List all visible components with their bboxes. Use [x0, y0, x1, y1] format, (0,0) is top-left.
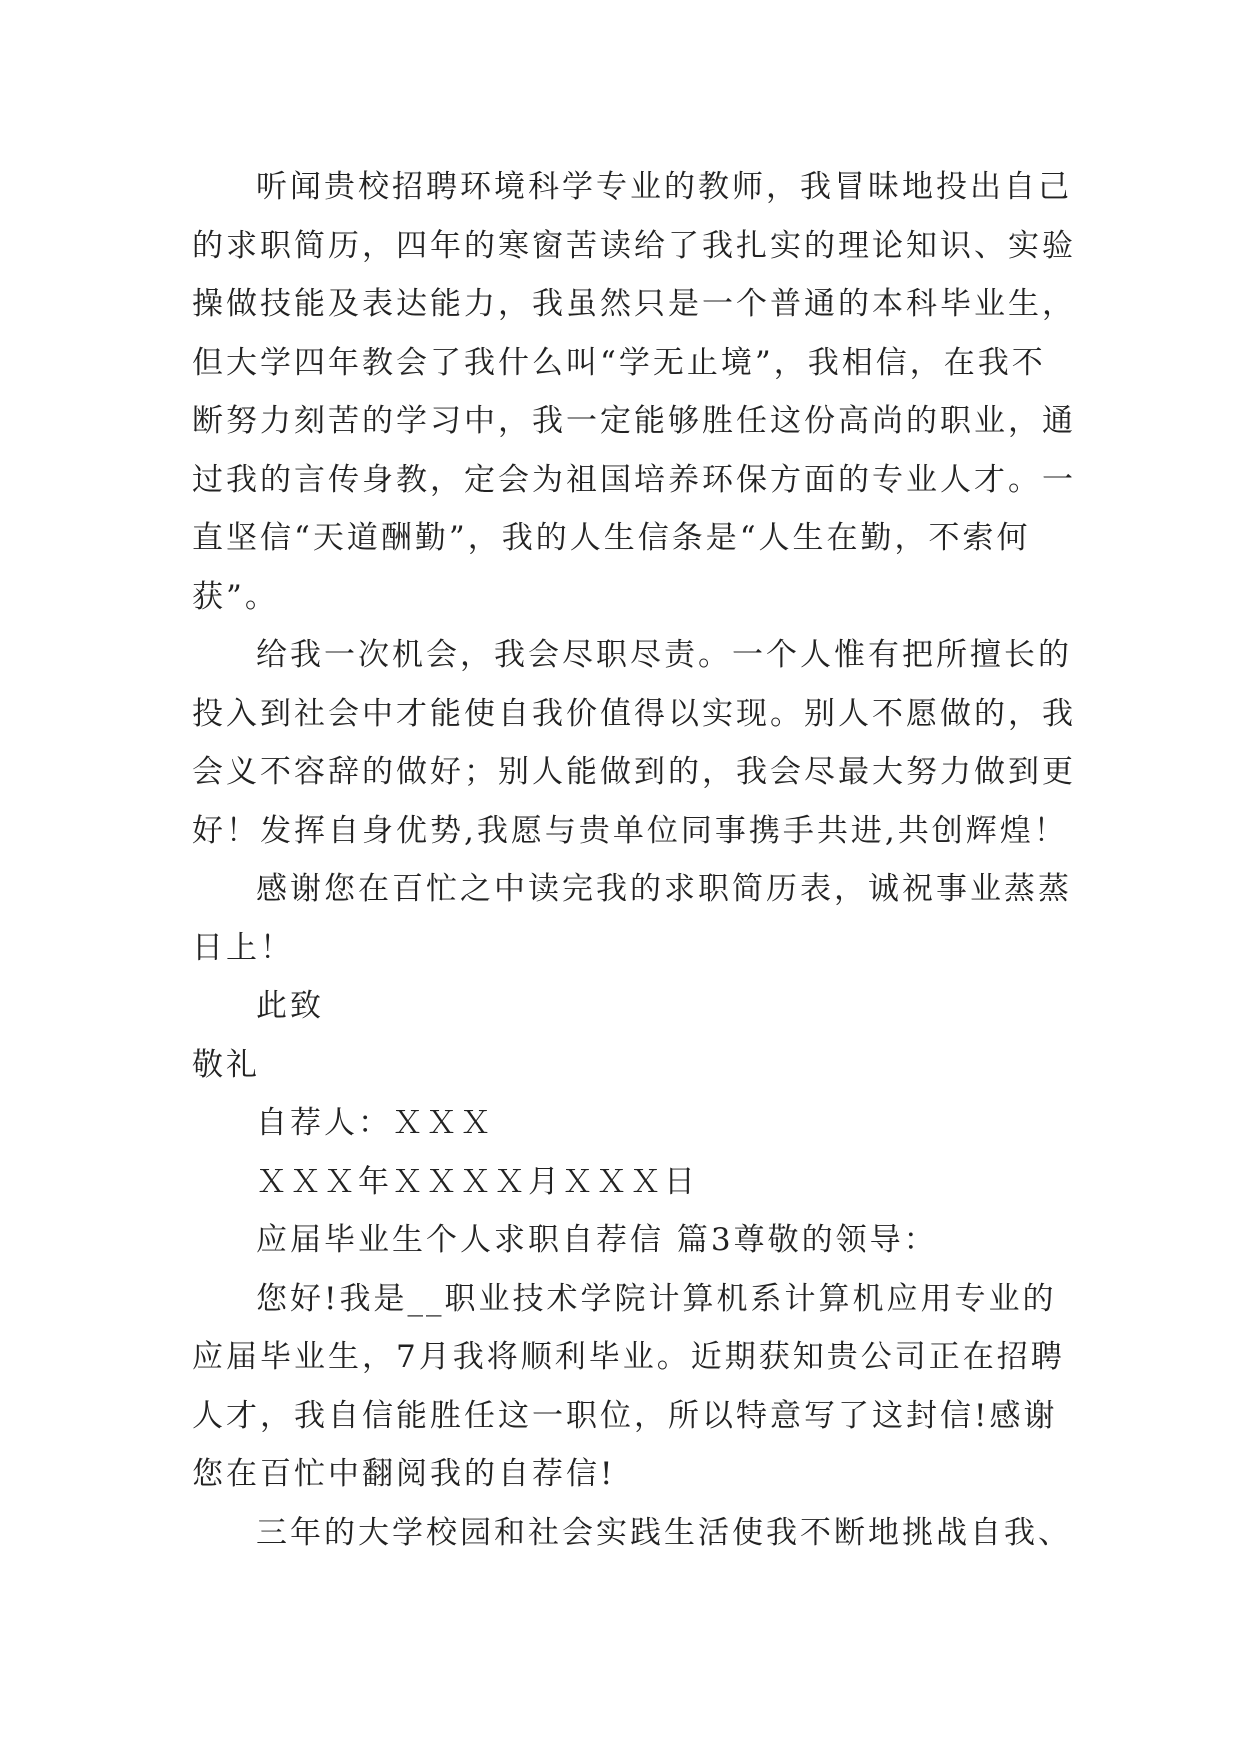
text-line: 您在百忙中翻阅我的自荐信!	[192, 1456, 616, 1492]
text-line: 感谢您在百忙之中读完我的求职简历表，诚祝事业蒸蒸	[256, 871, 1072, 907]
text-line: 应届毕业生，7月我将顺利毕业。近期获知贵公司正在招聘	[192, 1339, 1065, 1375]
text-line: 应届毕业生个人求职自荐信 篇3尊敬的领导：	[256, 1222, 938, 1258]
text-line: 听闻贵校招聘环境科学专业的教师，我冒昧地投出自己	[256, 169, 1072, 205]
text-line: 好！发挥自身优势,我愿与贵单位同事携手共进,共创辉煌！	[192, 812, 1068, 849]
text-line: 操做技能及表达能力，我虽然只是一个普通的本科毕业生，	[192, 286, 1076, 322]
text-line: 此致	[256, 988, 324, 1024]
text-line: 自荐人：ＸＸＸ	[256, 1105, 494, 1141]
text-line: 会义不容辞的做好；别人能做到的，我会尽最大努力做到更	[192, 754, 1076, 790]
text-line: 但大学四年教会了我什么叫“学无止境”，我相信，在我不	[192, 344, 1046, 381]
text-line: 人才，我自信能胜任这一职位，所以特意写了这封信!感谢	[192, 1397, 1058, 1434]
text-line: 直坚信“天道酬勤”，我的人生信条是“人生在勤，不索何	[192, 520, 1031, 556]
text-line: 日上！	[192, 929, 294, 966]
letter-body	[192, 158, 1076, 1562]
text-line: 敬礼	[192, 1046, 260, 1083]
text-line: 获”。	[192, 578, 279, 615]
text-line: 您好!我是__职业技术学院计算机系计算机应用专业的	[256, 1280, 1057, 1317]
text-line: ＸＸＸ年ＸＸＸＸ月ＸＸＸ日	[256, 1163, 698, 1200]
text-line: 的求职简历，四年的寒窗苦读给了我扎实的理论知识、实验	[192, 227, 1076, 264]
text-line: 投入到社会中才能使自我价值得以实现。别人不愿做的，我	[192, 695, 1076, 732]
text-line: 过我的言传身教，定会为祖国培养环保方面的专业人才。一	[192, 461, 1076, 498]
text-line: 断努力刻苦的学习中，我一定能够胜任这份高尚的职业，通	[192, 403, 1076, 439]
text-line: 三年的大学校园和社会实践生活使我不断地挑战自我、	[256, 1514, 1072, 1551]
text-line: 给我一次机会，我会尽职尽责。一个人惟有把所擅长的	[256, 637, 1072, 673]
